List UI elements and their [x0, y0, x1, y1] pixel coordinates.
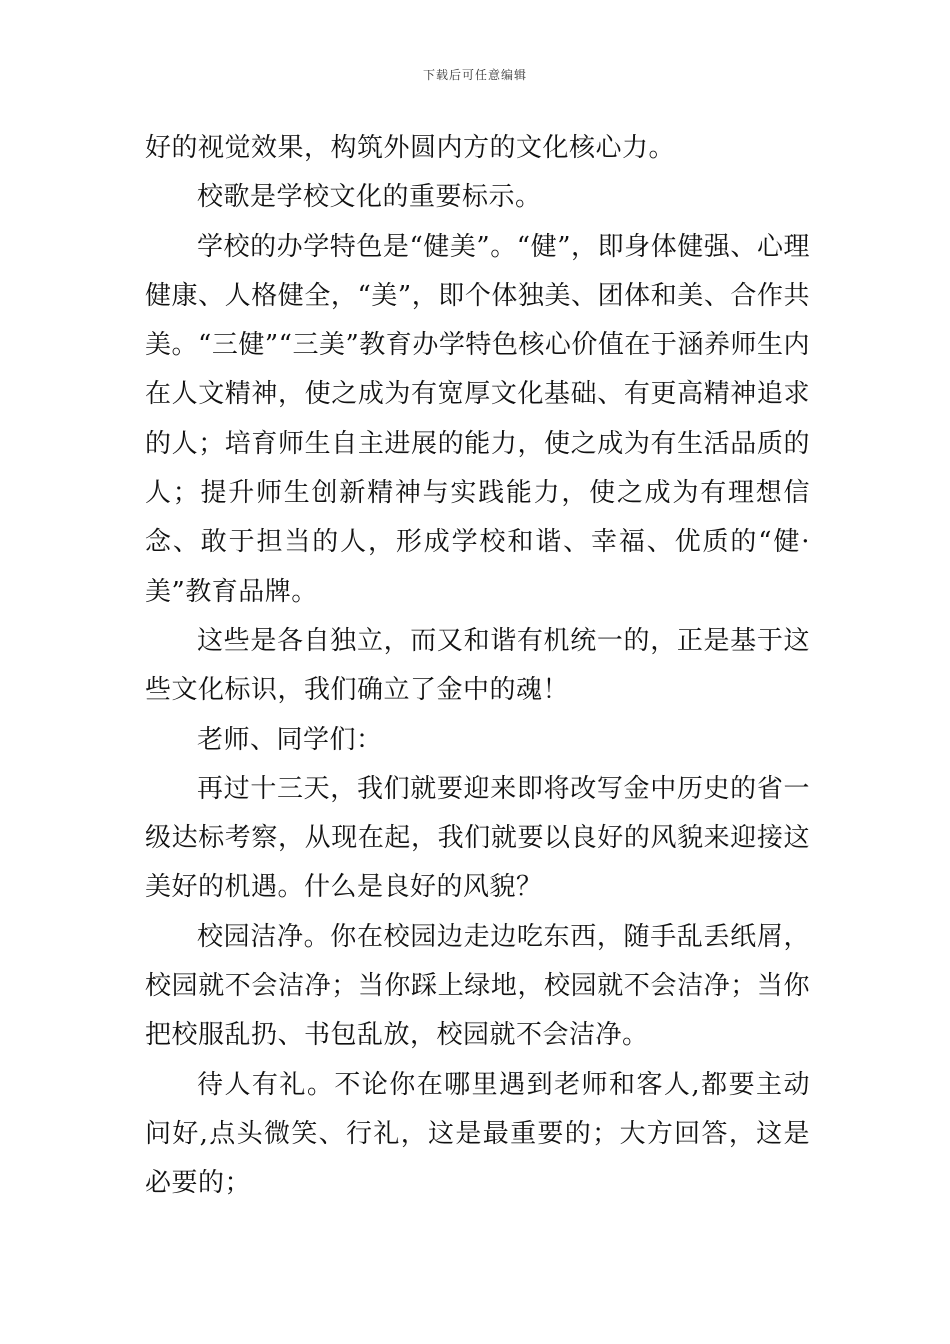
paragraph: 待人有礼。不论你在哪里遇到老师和客人,都要主动问好,点头微笑、行礼，这是最重要的；大方回答，这是必要的； [145, 1069, 810, 1199]
paragraph: 学校的办学特色是“健美”。“健”，即身体健强、心理健康、人格健全，“美”，即个体独美、团体和美、合作共美。“三健”“三美”教育办学特色核心价值在于涵养师生内在人文精神，使之成为有宽厚文化基础、有更高精神追求的人；培育师生自主进展的能力，使之成为有生活品质的人；提升师生创新精神与实践能力，使之成为有理想信念、敢于担当的人，形成学校和谐、幸福、优质的“健·美”教育品牌。 [145, 231, 810, 607]
paragraph: 再过十三天，我们就要迎来即将改写金中历史的省一级达标考察，从现在起，我们就要以良好的风貌来迎接这美好的机遇。什么是良好的风貌？ [145, 773, 810, 903]
header-note: 下载后可任意编辑 [422, 68, 527, 82]
paragraph: 这些是各自独立，而又和谐有机统一的，正是基于这些文化标识，我们确立了金中的魂！ [145, 625, 810, 706]
paragraph: 校园洁净。你在校园边走边吃东西，随手乱丢纸屑，校园就不会洁净；当你踩上绿地，校园就不会洁净；当你把校服乱扔、书包乱放，校园就不会洁净。 [145, 921, 810, 1051]
paragraph: 好的视觉效果，构筑外圆内方的文化核心力。 [145, 133, 676, 163]
document-body [145, 124, 810, 1209]
paragraph: 老师、同学们： [197, 724, 383, 755]
paragraph: 校歌是学校文化的重要标示。 [197, 182, 542, 213]
